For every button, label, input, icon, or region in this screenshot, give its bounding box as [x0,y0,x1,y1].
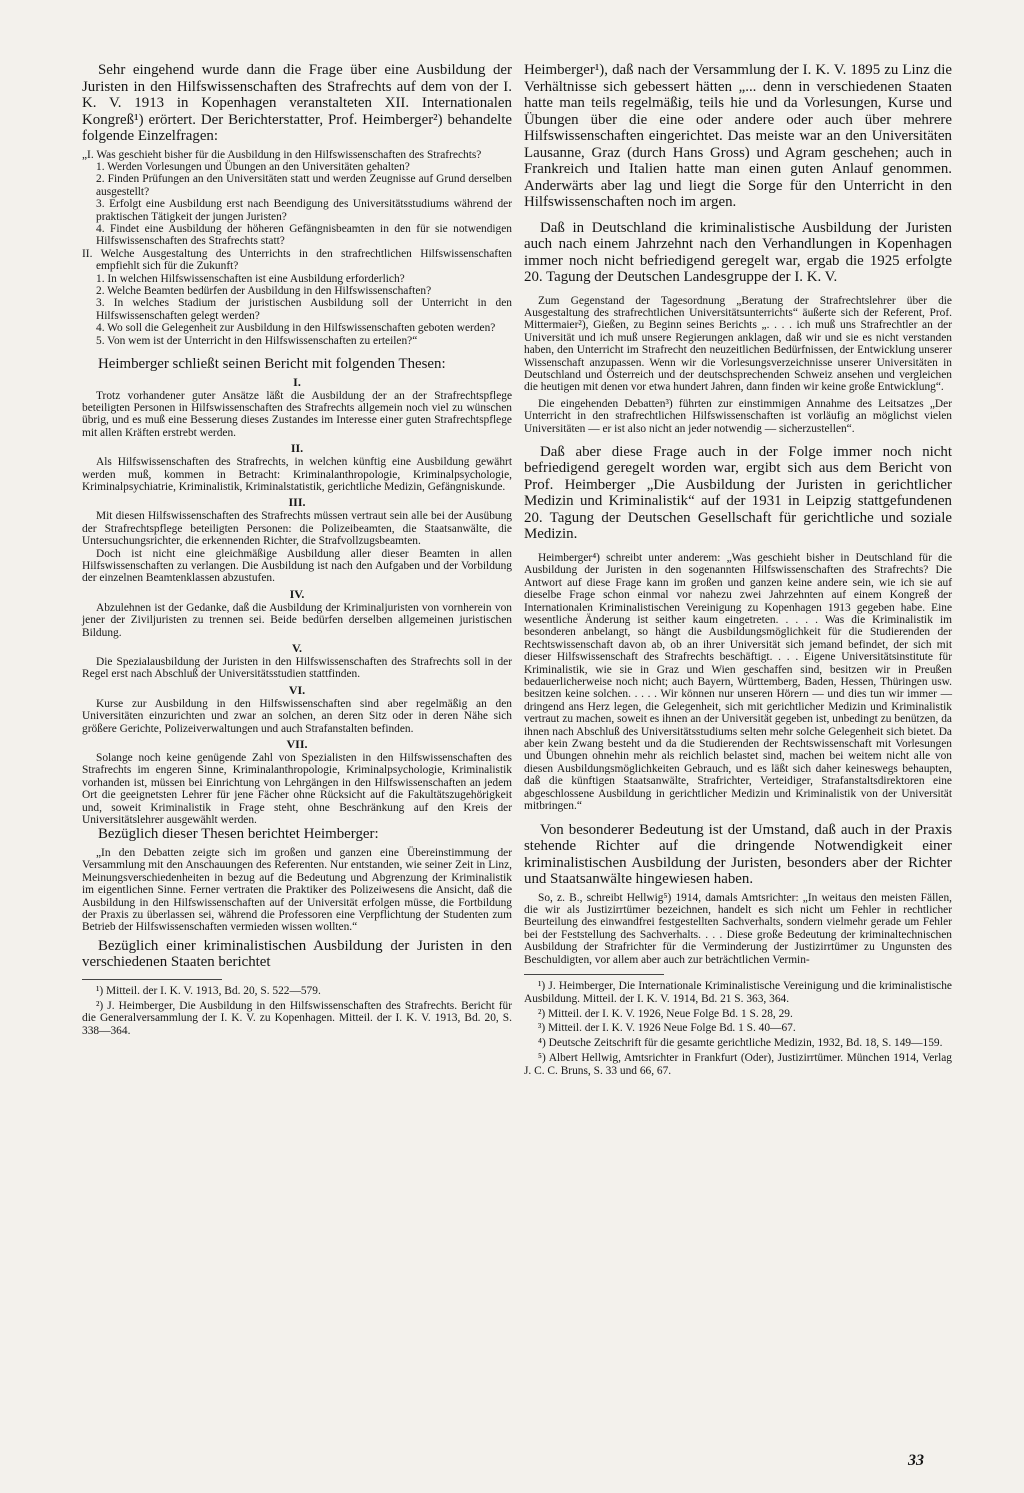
thesis-text: Die Spezialausbildung der Juristen in den Hilfswissenschaften des Strafrechts soll in der Regel erst nach Abschluß der Universitätsstudien stattfinden. [82,656,512,681]
question-item: 1. Werden Vorlesungen und Übungen an den Universitäten gehalten? [96,160,410,173]
footnote-divider [524,974,664,975]
question-list [82,149,512,348]
thesis-text: Abzulehnen ist der Gedanke, daß die Ausbildung der Kriminaljuristen von vornherein von jener der Ziviljuristen zu trennen sei. Beide bedürfen derselben allgemeinen juristischen Bildung. [82,601,512,639]
question-item: 1. In welchen Hilfswissenschaften ist eine Ausbildung erforderlich? [96,272,405,285]
thesis-section [82,375,512,440]
question-item: 5. Von wem ist der Unterricht in den Hilfswissenschaften zu erteilen?“ [96,334,418,347]
small-paragraph: Zum Gegenstand der Tagesordnung „Beratung der Strafrechtslehrer über die Ausgestaltung des strafrechtlichen Universitätsunterrichts“ äußerte sich der Referent, Prof. Mittermaier²), Gießen, zu Beginn seines Berichts „. . . . ich muß uns Strafrechtler an der Universität und ich muß unsere Regierungen anklagen, daß wir und sie es nicht verstanden haben, den Unterricht im Strafrecht den neuzeitlichen Bedürfnissen, der Entwicklung unserer Wissenschaft anzupassen. Wenn wir die Vorlesungsverzeichnisse unserer Universitäten in Deutschland und Österreich und der deutschsprechenden Schweiz ansehen und vergleichen die heutigen mit denen vor etwa hundert Jahren, dann finden wir keine große Entwicklung“. [524,294,952,394]
thesis-number: VI. [288,682,306,697]
thesis-text: Mit diesen Hilfswissenschaften des Strafrechts müssen vertraut sein alle bei der Ausübung der Strafrechtspflege beteiligten Personen: die Polizeibeamten, die Staatsanwälte, die Untersuchungsrichter, die erkennenden Richter, die Strafvollzugsbeamten. [82,510,512,548]
question-item: „I. Was geschieht bisher für die Ausbildung in den Hilfswissenschaften des Strafrechts? [82,148,482,161]
thesis-text: Doch ist nicht eine gleichmäßige Ausbildung aller dieser Beamten in allen Hilfswissenschaften zu verlangen. Die Ausbildung ist nach den Aufgaben und der Vorbildung der einzelnen Beamtenklassen abzustufen. [82,547,512,585]
footnote-divider [82,979,222,980]
small-paragraph: Heimberger⁴) schreibt unter anderem: „Was geschieht bisher in Deutschland für die Ausbildung der Juristen in den sogenannten Hilfswissenschaften des Strafrechts? Die Antwort auf diese Frage kann im großen und ganzen keine andere sein, wie ich sie auf dieselbe Frage schon einmal vor nahezu zwei Jahrzehnten auf einem Kongreß der Internationalen Kriminalistischen Vereinigung zu Kopenhagen 1913 gegeben habe. Eine wesentliche Änderung ist seither kaum eingetreten. . . . . Was die Kriminalistik im besonderen anbelangt, so hängt die Ausbildungsmöglichkeit für die Studierenden der Rechtswissenschaft davon ab, ob an ihrer Universität sich jemand befindet, der sich mit dieser Hilfswissenschaft des Strafrechts beschäftigt. . . . Eigene Universitätsinstitute für Kriminalistik, wie sie in Graz und Wien geschaffen sind, besitzen wir in Preußen bedauerlicherweise noch nicht; auch Bayern, Württemberg, Baden, Hessen, Thüringen usw. besitzen keine solchen. . . . . Wir können nur unseren Hörern — und dies tun wir immer — dringend ans Herz legen, die Gelegenheit, sich mit gerichtlicher Medizin und Kriminalistik vertraut zu machen, soweit es ihnen an der Universität gegeben ist, unbedingt zu benützen, da ihnen nach Abschluß des Universitätsstudiums selten mehr solche Gelegenheit sich bietet. Da aber kein Zwang besteht und da die Studierenden der Rechtswissenschaft mit Vorlesungen und Übungen ohnehin mehr als reichlich belastet sind, machen bei weitem nicht alle von diesen Ausbildungsmöglichkeiten Gebrauch, und es läßt sich daher keineswegs behaupten, daß die künftigen Staatsanwälte, Strafrichter, Verteidiger, Strafanstaltsdirektoren eine abgeschlossene Ausbildung in gerichtlicher Medizin und Kriminalistik von der Universität mitbringen.“ [524,551,952,813]
body-paragraph: Daß aber diese Frage auch in der Folge immer noch nicht befriedigend geregelt worden war, ergibt sich aus dem Bericht von Prof. Heimberger „Die Ausbildung der Juristen in gerichtlicher Medizin und Kriminalistik“ auf der 1931 in Leipzig stattgefundenen 20. Tagung der Deutschen Gesellschaft für gerichtliche und soziale Medizin. [524,443,952,543]
footnote: ²) Mitteil. der I. K. V. 1926, Neue Folge Bd. 1 S. 28, 29. [538,1007,793,1020]
body-paragraph: Heimberger¹), daß nach der Versammlung der I. K. V. 1895 zu Linz die Verhältnisse sich gebessert hätten „... denn in verschiedenen Staaten hatte man teils regelmäßig, teils hie und da Vorlesungen, Kurse und Übungen über die eine oder andere oder auch über mehrere Hilfswissenschaften eingerichtet. Das meiste war an den Universitäten Lausanne, Graz (durch Hans Gross) und Agram geschehen; auch in Frankreich und Italien hatte man einen guten Anlauf genommen. Anderwärts aber lag und liegt die Sorge für den Unterricht in den Hilfswissenschaften noch im argen. [524,62,952,210]
closing-paragraph: Bezüglich einer kriminalistischen Ausbildung der Juristen in den verschiedenen Staaten berichtet [82,937,512,971]
theses-intro: Heimberger schließt seinen Bericht mit folgenden Thesen: [98,356,446,372]
footnote: ¹) Mitteil. der I. K. V. 1913, Bd. 20, S. 522—579. [96,984,321,997]
body-paragraph: Daß in Deutschland die kriminalistische Ausbildung der Juristen auch nach einem Jahrzehnt nach den Verhandlungen in Kopenhagen immer noch nicht befriedigend geregelt war, ergab die 1925 erfolgte 20. Tagung der Deutschen Landesgruppe der I. K. V. [524,219,952,285]
page-number: 33 [908,1452,924,1469]
footnote: ³) Mitteil. der I. K. V. 1926 Neue Folge Bd. 1 S. 40—67. [538,1022,796,1035]
thesis-number: V. [291,641,303,655]
question-item: II. Welche Ausgestaltung des Unterrichts in den strafrechtlichen Hilfswissenschaften empfiehlt sich für die Zukunft? [82,247,512,273]
report-quote: „In den Debatten zeigte sich im großen und ganzen eine Übereinstimmung der Versammlung mit den Anschauungen des Referenten. Nur entstanden, wie seiner Zeit in Linz, Meinungsverschiedenheiten in bezug auf die Bedeutung und Abgrenzung der Kriminalistik im eigentlichen Sinne. Ferner vertraten die Praktiker des Polizeiwesens die Ansicht, daß die Ausbildung in den Hilfswissenschaften auf der Universität erfolgen müsse, die Fortbildung der Praxis zu überlassen sei, während die Professoren eine Verpflichtung der Studenten zum Betrieb der Hilfswissenschaften vermieden wissen wollten.“ [82,846,512,934]
question-item: 3. Erfolgt eine Ausbildung erst nach Beendigung des Universitätsstudiums während der praktischen Tätigkeit der jungen Juristen? [96,198,512,223]
thesis-section [82,641,512,681]
footnote: ⁵) Albert Hellwig, Amtsrichter in Frankfurt (Oder), Justizirrtümer. München 1914, Verlag J. C. C. Bruns, S. 33 und 66, 67. [524,1051,952,1077]
question-item: 4. Findet eine Ausbildung der höheren Gefängnisbeamten in den für sie notwendigen Hilfswissenschaften des Strafrechts statt? [96,222,512,248]
thesis-section [82,495,512,584]
report-intro: Bezüglich dieser Thesen berichtet Heimberger: [98,826,379,843]
thesis-section [82,683,512,735]
question-item: 4. Wo soll die Gelegenheit zur Ausbildung in den Hilfswissenschaften geboten werden? [96,322,496,335]
thesis-number: II. [290,441,304,456]
thesis-text: Als Hilfswissenschaften des Strafrechts, in welchen künftig eine Ausbildung gewährt werden muß, kommen in Betracht: Kriminalanthropologie, Kriminalpsychologie, Kriminalpsychiatrie, Kriminalistik, Kriminalstatistik, gerichtliche Medizin, Gefängniskunde. [82,456,512,493]
thesis-number: III. [288,495,306,510]
footnote: ¹) J. Heimberger, Die Internationale Kriminalistische Vereinigung und die kriminalistische Ausbildung. Mitteil. der I. K. V. 1914, Bd. 21 S. 363, 364. [524,979,952,1005]
thesis-section [82,737,512,826]
thesis-number: I. [293,374,301,389]
left-column [82,62,512,1040]
question-item: 3. In welches Stadium der juristischen Ausbildung soll der Unterricht in den Hilfswissenschaften gelegt werden? [96,297,512,322]
thesis-section [82,441,512,493]
intro-paragraph: Sehr eingehend wurde dann die Frage über eine Ausbildung der Juristen in den Hilfswissenschaften des Strafrechts auf dem von der I. K. V. 1913 in Kopenhagen veranstalteten XII. Internationalen Kongreß¹) erörtert. Der Berichterstatter, Prof. Heimberger²) behandelte folgende Einzelfragen: [82,62,512,144]
thesis-section [82,587,512,639]
small-paragraph: Die eingehenden Debatten³) führten zur einstimmigen Annahme des Leitsatzes „Der Unterricht in den strafrechtlichen Hilfswissenschaften ist vorläufig an möglichst vielen Universitäten — er ist also nicht an jeder notwendig — sicherzustellen“. [524,397,952,435]
thesis-number: IV. [289,586,305,601]
small-paragraph: So, z. B., schreibt Hellwig⁵) 1914, damals Amtsrichter: „In weitaus den meisten Fällen, die wir als Justizirrtümer bezeichnen, handelt es sich nicht um Fehler in rechtlicher Beurteilung des einwandfrei festgestellten Sachverhalts, sondern vielmehr gerade um Fehler bei der Feststellung des Sachverhalts. . . . Diese große Bedeutung der kriminaltechnischen Ausbildung der Strafrichter für die Verminderung der Justizirrtümer zu Ungunsten des Beschuldigten, vor allem aber auch zur beträchtlichen Vermin- [524,891,952,966]
footnote: ²) J. Heimberger, Die Ausbildung in den Hilfswissenschaften des Strafrechts. Bericht für die Generalversammlung der I. K. V. zu Kopenhagen. Mitteil. der I. K. V. 1913, Bd. 20, S. 338—364. [82,999,512,1038]
thesis-number: VII. [286,737,308,752]
footnote: ⁴) Deutsche Zeitschrift für die gesamte gerichtliche Medizin, 1932, Bd. 18, S. 149—159. [538,1037,943,1050]
question-item: 2. Welche Beamten bedürfen der Ausbildung in den Hilfswissenschaften? [96,284,432,297]
body-paragraph: Von besonderer Bedeutung ist der Umstand, daß auch in der Praxis stehende Richter auf die dringende Notwendigkeit einer kriminalistischen Ausbildung der Juristen, besonders aber der Richter und Staatsanwälte hingewiesen haben. [524,821,952,887]
question-item: 2. Finden Prüfungen an den Universitäten statt und werden Zeugnisse auf Grund derselben ausgestellt? [96,173,512,198]
right-column [524,62,952,1080]
thesis-text: Solange noch keine genügende Zahl von Spezialisten in den Hilfswissenschaften des Strafrechts im engeren Sinne, Kriminalanthropologie, Kriminalpsychologie, Kriminalistik vorhanden ist, müssen bei Einrichtung von Lehrgängen in den Hilfswissenschaften an jedem Ort die geeignetsten Lehrer für jene Fächer ohne Rücksicht auf die Fakultätszugehörigkeit und, soweit Kriminalistik in Frage steht, ohne Beschränkung auf den Kreis der Universitätslehrer ausgewählt werden. [82,752,512,827]
thesis-text: Trotz vorhandener guter Ansätze läßt die Ausbildung der an der Strafrechtspflege beteiligten Personen in Hilfswissenschaften des Strafrechts allgemein noch viel zu wünschen übrig, und es muß eine Besserung dieses Zustandes im Interesse einer guten Strafrechtspflege mit allen Kräften erstrebt werden. [82,389,512,439]
thesis-text: Kurse zur Ausbildung in den Hilfswissenschaften sind aber regelmäßig an den Universitäten einzurichten und zwar an solchen, an deren Sitz oder in deren Nähe sich größere Gerichte, Polizeiverwaltungen und auch Strafanstalten befinden. [82,697,512,735]
